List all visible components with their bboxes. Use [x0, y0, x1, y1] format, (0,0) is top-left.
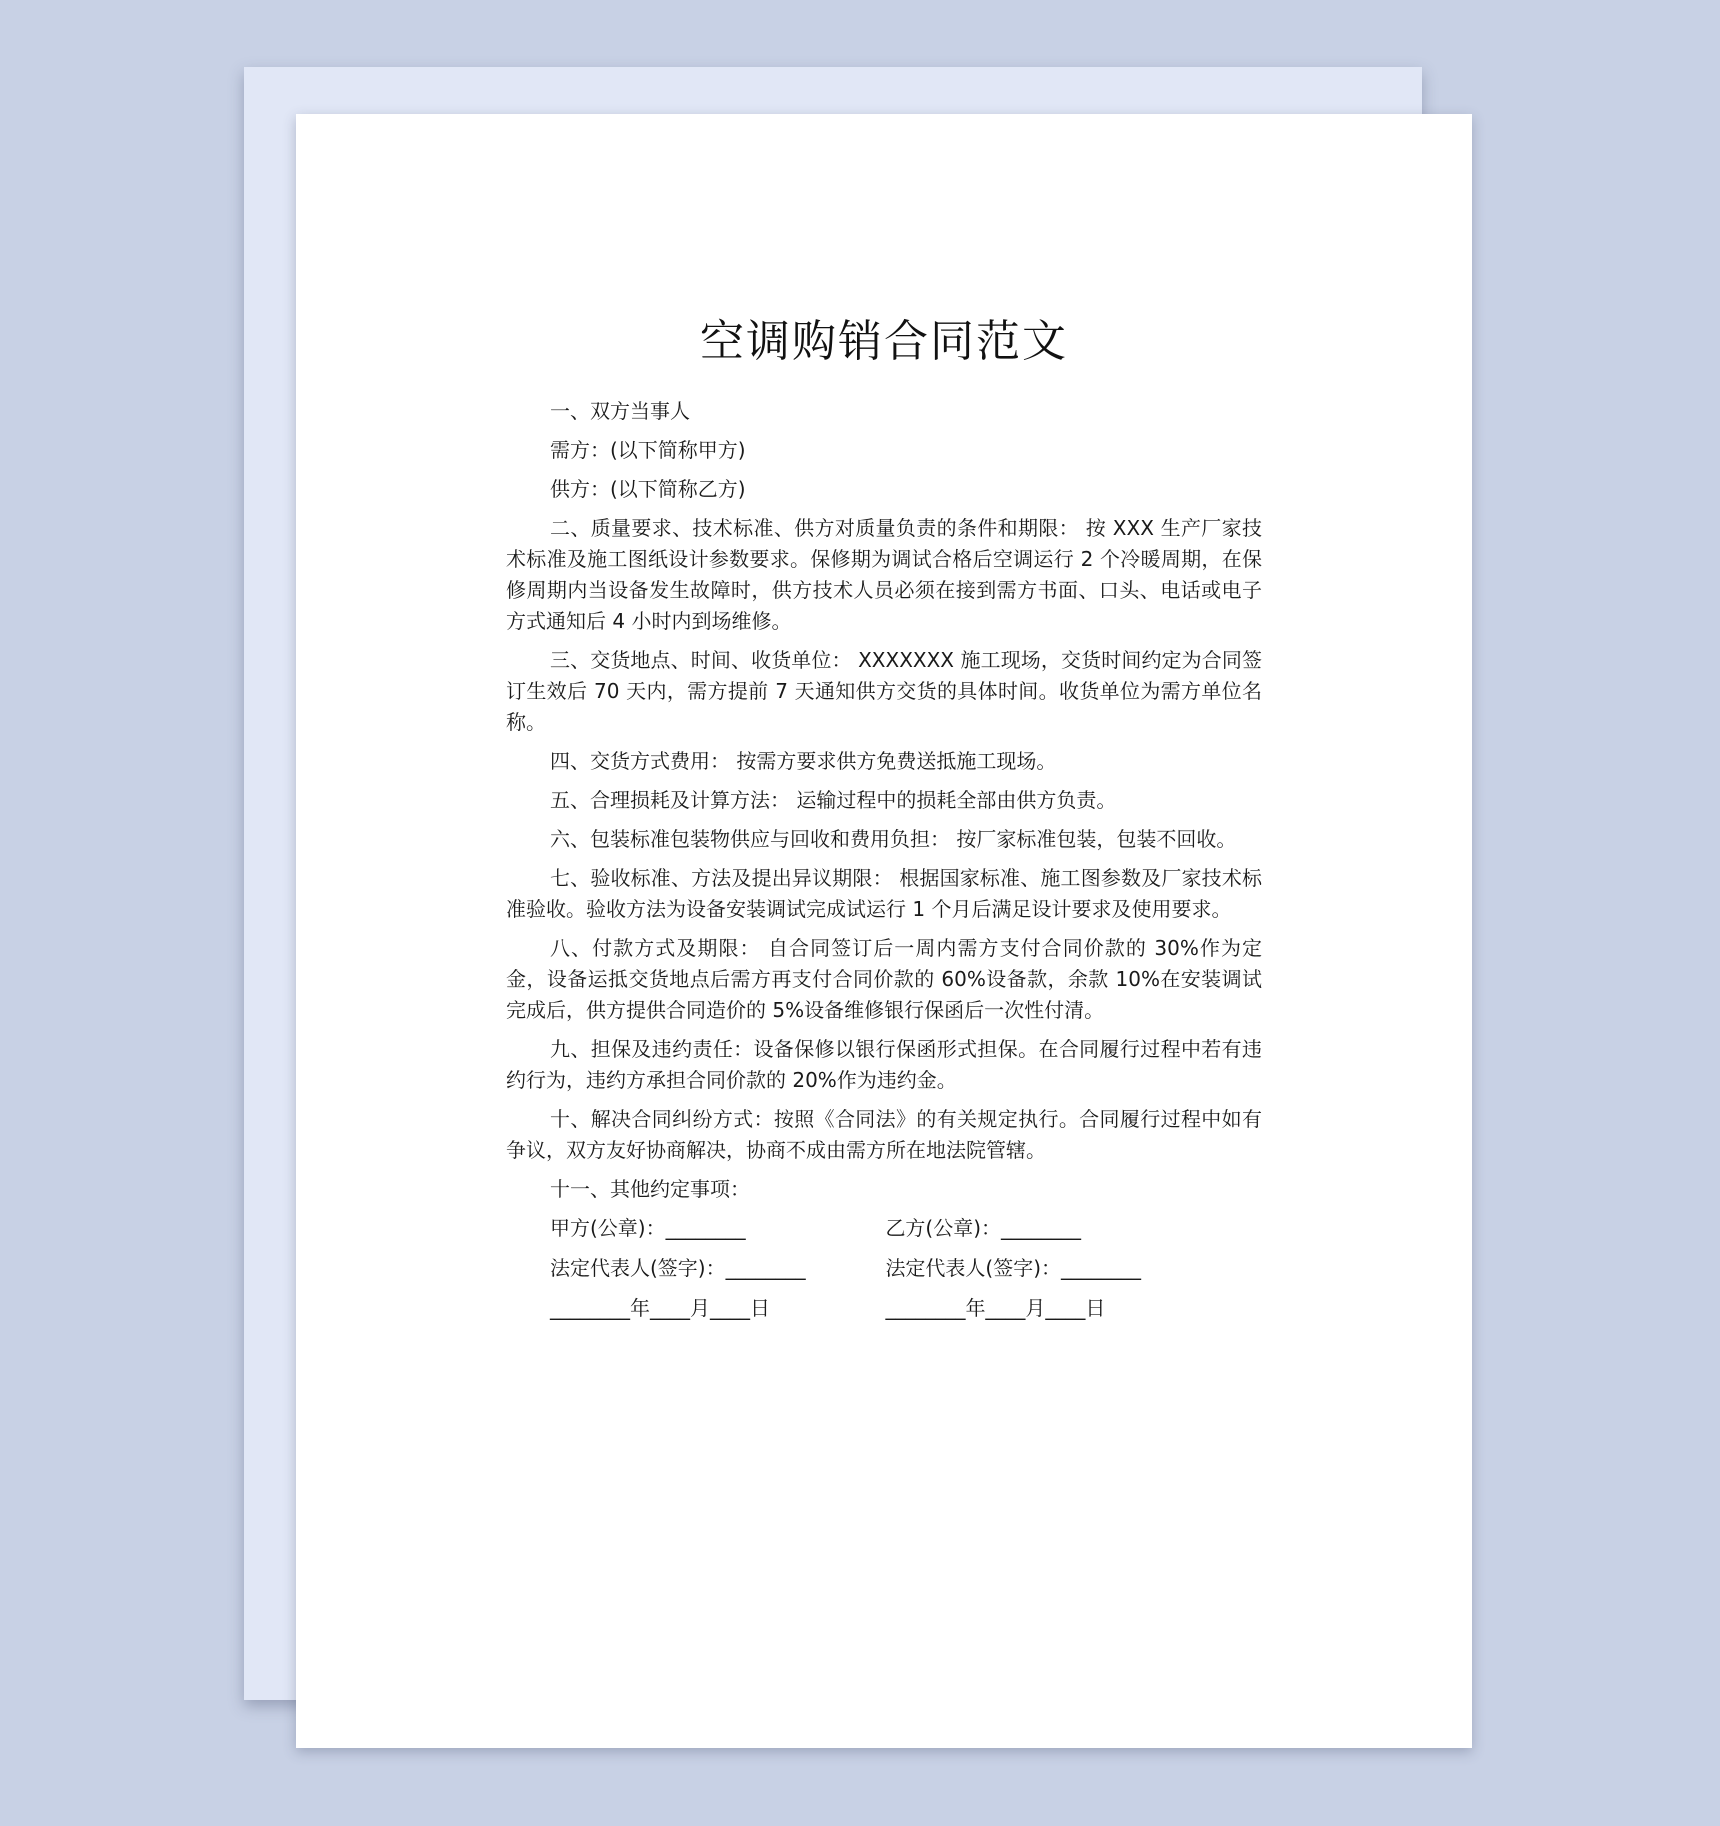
clause-delivery-cost: 四、交货方式费用： 按需方要求供方免费送抵施工现场。 [550, 749, 1057, 773]
clause-payment: 八、付款方式及期限： 自合同签订后一周内需方支付合同价款的 30%作为定金，设备运抵交货地点后需方再支付合同价款的 60%设备款，余款 10%在安装调试完成后，供方提供合同造价的 5%设备维修银行保函后一次性付清。 [506, 936, 1262, 1022]
clause-guarantee: 九、担保及违约责任：设备保修以银行保函形式担保。在合同履行过程中若有违约行为，违约方承担合同价款的 20%作为违约金。 [506, 1037, 1262, 1092]
clause-dispute: 十、解决合同纠纷方式：按照《合同法》的有关规定执行。合同履行过程中如有争议，双方友好协商解决，协商不成由需方所在地法院管辖。 [506, 1107, 1262, 1162]
clause-seller: 供方：(以下简称乙方) [550, 477, 746, 501]
clause-loss: 五、合理损耗及计算方法： 运输过程中的损耗全部由供方负责。 [550, 788, 1117, 812]
clause-buyer: 需方：(以下简称甲方) [550, 438, 746, 462]
party-b-seal: 乙方(公章)：________ [885, 1216, 1082, 1240]
document-title: 空调购销合同范文 [700, 316, 1068, 367]
clause-packaging: 六、包装标准包装物供应与回收和费用负担： 按厂家标准包装，包装不回收。 [550, 827, 1237, 851]
party-a-representative: 法定代表人(签字)：________ [550, 1256, 806, 1280]
document-body [506, 314, 1262, 1333]
signature-rep-row [506, 1253, 1262, 1284]
clause-acceptance: 七、验收标准、方法及提出异议期限： 根据国家标准、施工图参数及厂家技术标准验收。验收方法为设备安装调试完成试运行 1 个月后满足设计要求及使用要求。 [506, 866, 1262, 921]
watermark [350, 124, 369, 149]
party-b-date: ________年____月____日 [885, 1296, 1106, 1320]
party-a-seal: 甲方(公章)：________ [550, 1216, 746, 1240]
party-b-representative: 法定代表人(签字)：________ [885, 1256, 1142, 1280]
clause-delivery: 三、交货地点、时间、收货单位： XXXXXXX 施工现场，交货时间约定为合同签订生效后 70 天内，需方提前 7 天通知供方交货的具体时间。收货单位为需方单位名称。 [506, 648, 1262, 734]
clause-other: 十一、其他约定事项： [550, 1177, 750, 1201]
document-page [296, 114, 1472, 1748]
signature-seal-row [506, 1213, 1262, 1244]
clause-parties: 一、双方当事人 [550, 399, 690, 423]
clause-quality: 二、质量要求、技术标准、供方对质量负责的条件和期限： 按 XXX 生产厂家技术标准及施工图纸设计参数要求。保修期为调试合格后空调运行 2 个冷暖周期，在保修周期内当设备发生故障时，供方技术人员必须在接到需方书面、口头、电话或电子方式通知后 4 小时内到场维修。 [506, 516, 1262, 633]
signature-date-row [506, 1293, 1262, 1324]
party-a-date: ________年____月____日 [550, 1296, 770, 1320]
